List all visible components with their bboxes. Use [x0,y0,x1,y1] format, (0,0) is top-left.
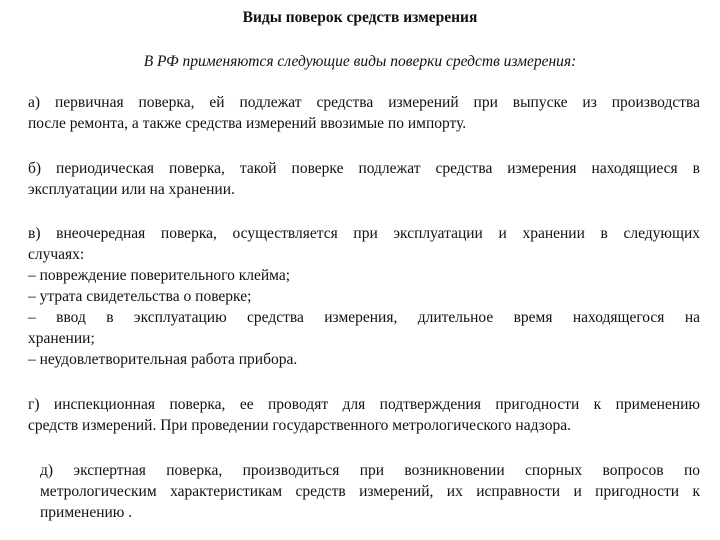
section-v-item-3-line-2: хранении; [28,330,95,347]
section-d-line-2: метрологическим характеристикам средств измерений, их исправности и пригодности к [40,483,700,500]
section-d-line-1: д) экспертная поверка, производиться при возникновении спорных вопросов по [40,462,700,479]
section-a [16,92,700,134]
section-a-line-1: а) первичная поверка, ей подлежат средства измерений при выпуске из производства [28,94,700,111]
section-b-line-2: эксплуатации или на хранении. [28,181,235,198]
section-v [16,223,700,370]
section-g [16,394,700,436]
document-title: Виды поверок средств измерения [242,9,478,26]
section-b-line-1: б) периодическая поверка, такой поверке подлежат средства измерения находящиеся в [28,160,700,177]
section-d [16,460,700,523]
section-v-item-1: – повреждение поверительного клейма; [28,267,291,284]
section-v-line-2: случаях: [28,246,85,263]
section-v-line-1: в) внеочередная поверка, осуществляется при эксплуатации и хранении в следующих [28,225,700,242]
section-v-item-2: – утрата свидетельства о поверке; [28,288,252,305]
section-g-line-2: средств измерений. При проведении государственного метрологического надзора. [28,417,571,434]
section-g-line-1: г) инспекционная поверка, ее проводят для подтверждения пригодности к применению [28,396,700,413]
section-d-line-3: применению . [40,504,133,521]
section-b [16,158,700,200]
section-v-item-3-line-1: – ввод в эксплуатацию средства измерения, длительное время находящегося на [28,309,700,326]
section-v-item-4: – неудовлетворительная работа прибора. [28,351,298,368]
document-subtitle: В РФ применяются следующие виды поверки средств измерения: [143,53,577,70]
section-a-line-2: после ремонта, а также средства измерений ввозимые по импорту. [28,115,467,132]
